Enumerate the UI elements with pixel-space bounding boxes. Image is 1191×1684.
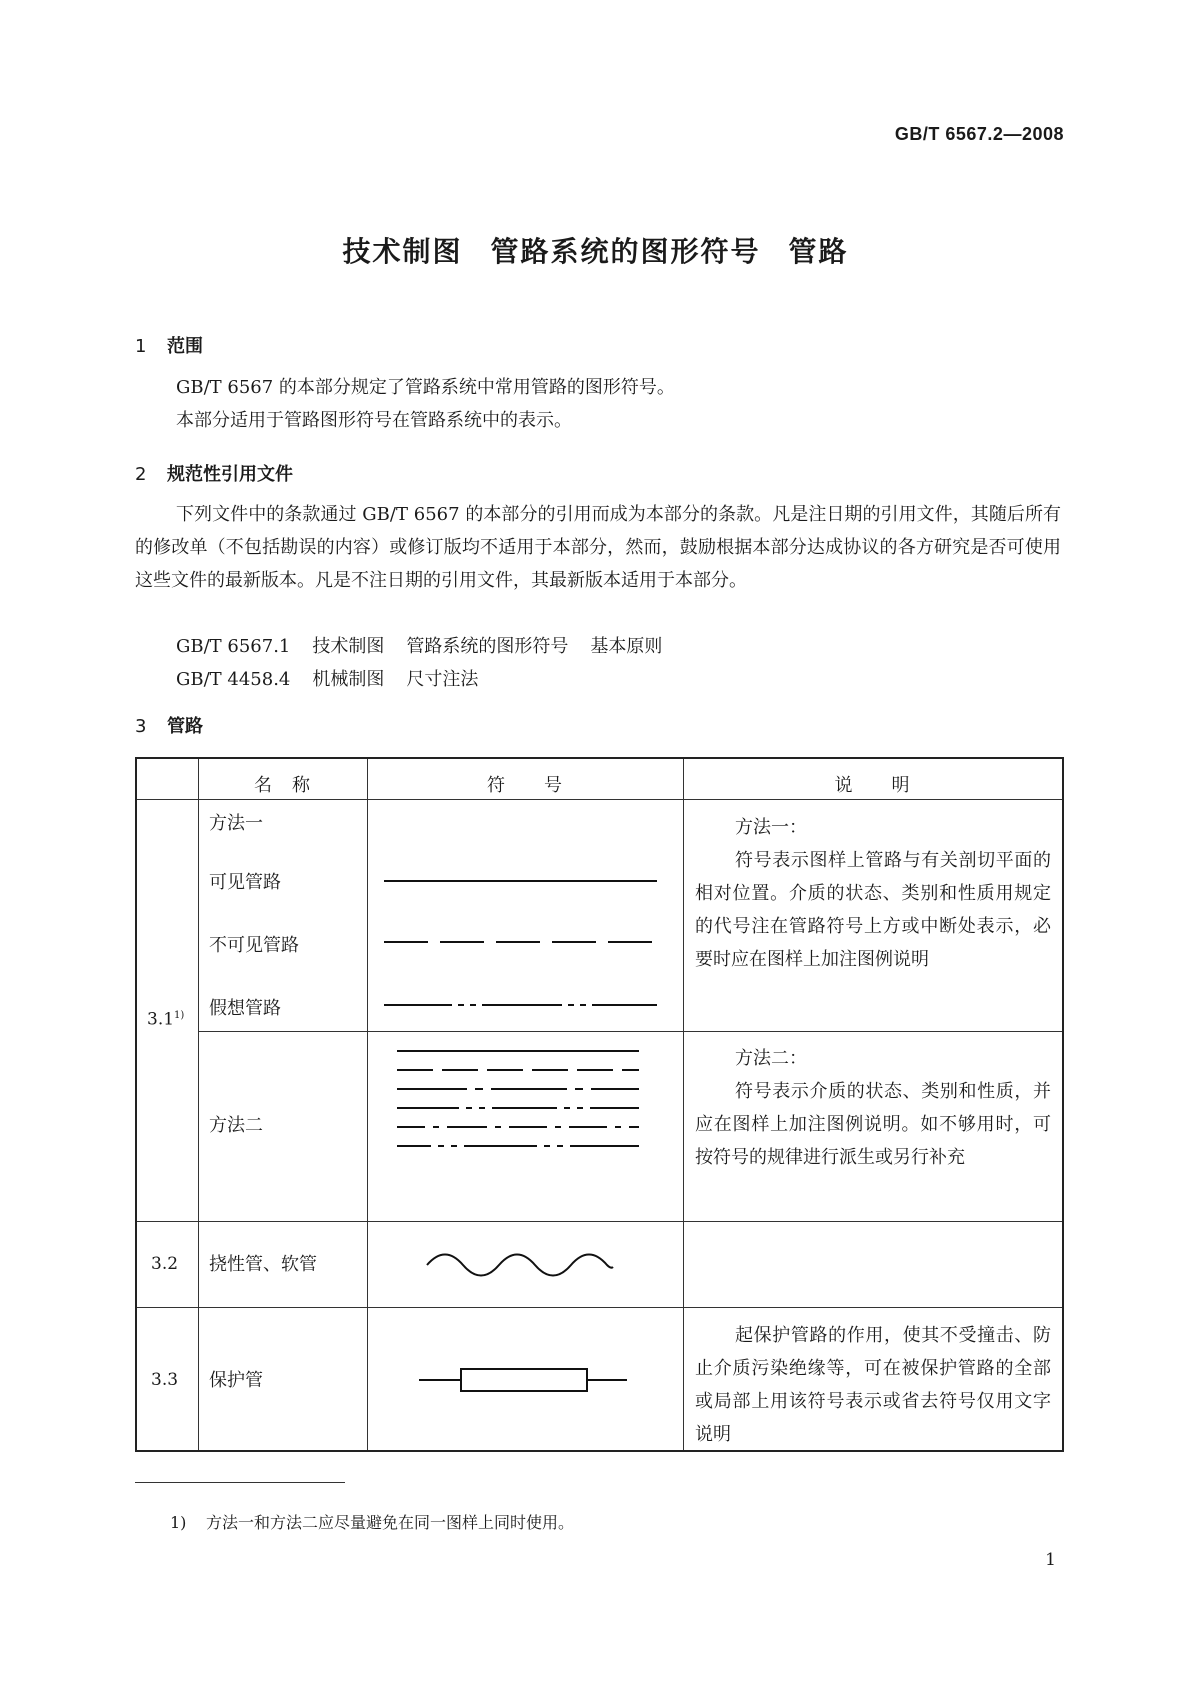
protective-pipe-symbol: [367, 1307, 683, 1454]
section-2-heading: 2 规范性引用文件: [135, 464, 293, 485]
item-protective-pipe: 保护管: [209, 1370, 263, 1391]
item-invisible-pipe: 不可见管路: [209, 935, 299, 956]
standard-number: GB/T 6567.2—2008: [894, 124, 1064, 144]
page-number: 1: [1045, 1550, 1056, 1570]
section-1-heading: 1 范围: [135, 336, 203, 357]
section-2-paragraph: 下列文件中的条款通过 GB/T 6567 的本部分的引用而成为本部分的条款。凡是注日期的引用文件，其随后所有的修改单（不包括勘误的内容）或修订版均不适用于本部分，然而，鼓励根据本部分达成协议的各方研究是否可使用这些文件的最新版本。凡是不注日期的引用文件，其最新版本适用于本部分。: [135, 504, 1061, 591]
title-part-1: 技术制图: [342, 235, 463, 268]
protective-pipe-description: 起保护管路的作用，使其不受撞击、防止介质污染绝缘等，可在被保护管路的全部或局部上用该符号表示或省去符号仅用文字说明: [695, 1325, 1051, 1445]
method-2-symbols: [367, 1031, 683, 1221]
header-symbol: 符 号: [487, 775, 563, 796]
method-1-label: 方法一: [209, 813, 263, 834]
row-number-3-1: 3.1$^{1)}$: [147, 1009, 185, 1030]
footnote: 1) 方法一和方法二应尽量避免在同一图样上同时使用。: [170, 1513, 575, 1532]
title-part-3: 管路: [788, 235, 849, 268]
footnote-reference: 1): [174, 1010, 185, 1021]
method-1-symbols: [367, 799, 683, 1031]
item-phantom-pipe: 假想管路: [209, 998, 281, 1019]
footnote-separator: [135, 1482, 345, 1483]
row-number-3-3: 3.3: [151, 1370, 179, 1390]
section-1-paragraph-1: GB/T 6567 的本部分规定了管路系统中常用管路的图形符号。: [176, 377, 675, 398]
row-number-3-2: 3.2: [151, 1254, 179, 1274]
method-2-description: 方法二： 符号表示介质的状态、类别和性质，并应在图样上加注图例说明。如不够用时，可按符号的规律进行派生或另行补充: [695, 1048, 1051, 1168]
reference-item: GB/T 4458.4 机械制图 尺寸注法: [176, 669, 479, 690]
section-3-heading: 3 管路: [135, 716, 203, 737]
title-part-2: 管路系统的图形符号: [490, 235, 761, 268]
header-name: 名 称: [254, 775, 311, 796]
header-description: 说 明: [834, 775, 911, 796]
item-visible-pipe: 可见管路: [209, 872, 281, 893]
method-1-description: 方法一： 符号表示图样上管路与有关剖切平面的相对位置。介质的状态、类别和性质用规定的代号注在管路符号上方或中断处表示，必要时应在图样上加注图例说明: [695, 817, 1051, 970]
item-flexible-hose: 挠性管、软管: [209, 1254, 317, 1275]
reference-item: GB/T 6567.1 技术制图 管路系统的图形符号 基本原则: [176, 636, 663, 657]
pipe-symbol-table: [135, 757, 1064, 1452]
table-divider: [198, 759, 199, 1450]
section-1-paragraph-2: 本部分适用于管路图形符号在管路系统中的表示。: [176, 410, 572, 431]
method-2-label: 方法二: [209, 1115, 263, 1136]
flexible-hose-symbol: [367, 1221, 683, 1307]
document-title: [0, 230, 1191, 270]
table-divider: [683, 759, 684, 1450]
